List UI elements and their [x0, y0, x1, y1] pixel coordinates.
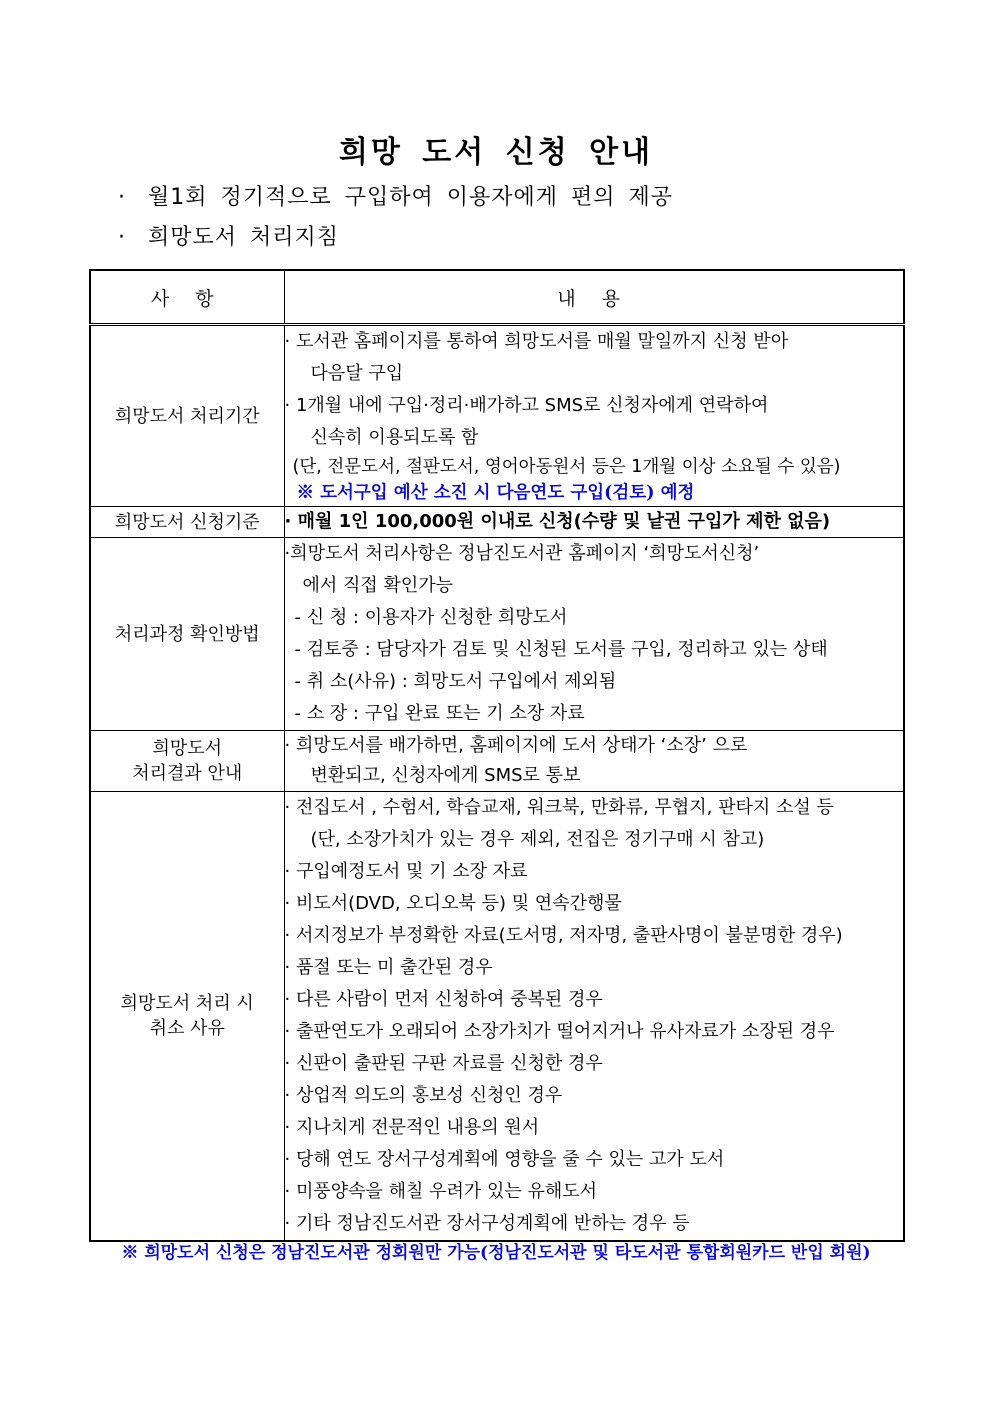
- reason-line: · 미풍양속을 해칠 우려가 있는 유해도서: [284, 1181, 598, 1202]
- reason-line: · 다른 사람이 먼저 신청하여 중복된 경우: [284, 989, 603, 1010]
- reason-line: · 구입예정도서 및 기 소장 자료: [284, 861, 528, 882]
- table-header-row: [90, 270, 904, 325]
- row-content: [284, 538, 904, 731]
- guideline-table: [89, 269, 905, 1242]
- content-line: · 1개월 내에 구입·정리·배가하고 SMS로 신청자에게 연락하여: [284, 395, 769, 416]
- status-line: - 신 청 : 이용자가 신청한 희망도서: [294, 607, 568, 628]
- status-line: - 소 장 : 구입 완료 또는 기 소장 자료: [294, 703, 585, 724]
- category-line: 희망도서 처리 시: [120, 993, 254, 1014]
- row-content: [284, 507, 904, 538]
- row-category: [90, 731, 284, 792]
- category-line: 희망도서: [152, 738, 223, 759]
- content-line: · 희망도서를 배가하면, 홈페이지에 도서 상태가 ‘소장’ 으로: [284, 735, 748, 756]
- page-title: 희망 도서 신청 안내: [338, 135, 654, 170]
- reason-line: · 전집도서 , 수험서, 학습교재, 워크북, 만화류, 무협지, 판타지 소설 등: [284, 797, 834, 818]
- intro-text: 희망도서 처리지침: [148, 225, 340, 250]
- row-content: [284, 792, 904, 1242]
- content-line: 다음달 구입: [310, 363, 404, 384]
- intro-text: 월1회 정기적으로 구입하여 이용자에게 편의 제공: [148, 185, 674, 210]
- row-content: [284, 325, 904, 507]
- content-line: · 매월 1인 100,000원 이내로 신청(수량 및 낱권 구입가 제한 없음): [284, 511, 831, 532]
- category-line: 취소 사유: [149, 1018, 225, 1039]
- table-row: [90, 507, 904, 538]
- reason-line: · 기타 정남진도서관 장서구성계획에 반하는 경우 등: [284, 1213, 690, 1234]
- reason-line: · 상업적 의도의 홍보성 신청인 경우: [284, 1085, 563, 1106]
- content-line: 신속히 이용되도록 함: [310, 427, 479, 448]
- row-category: 희망도서 신청기준: [90, 507, 284, 538]
- table-row: [90, 325, 904, 507]
- reason-line: · 당해 연도 장서구성계획에 영향을 줄 수 있는 고가 도서: [284, 1149, 725, 1170]
- category-line: 처리결과 안내: [132, 763, 243, 784]
- table-row: [90, 731, 904, 792]
- intro-item: [118, 180, 673, 211]
- table-row: [90, 792, 904, 1242]
- intro-item: [118, 220, 339, 251]
- status-line: - 취 소(사유) : 희망도서 구입에서 제외됨: [294, 671, 617, 692]
- reason-line: · 비도서(DVD, 오디오북 등) 및 연속간행물: [284, 893, 622, 914]
- header-category: 사 항: [90, 270, 284, 325]
- table-row: [90, 538, 904, 731]
- row-content: [284, 731, 904, 792]
- reason-line: · 지나치게 전문적인 내용의 원서: [284, 1117, 540, 1138]
- budget-notice: ※ 도서구입 예산 소진 시 다음연도 구입(검토) 예정: [296, 483, 695, 503]
- reason-line: · 서지정보가 부정확한 자료(도서명, 저자명, 출판사명이 불분명한 경우): [284, 925, 843, 946]
- reason-line: (단, 소장가치가 있는 경우 제외, 전집은 정기구매 시 참고): [310, 829, 765, 850]
- status-line: - 검토중 : 담당자가 검토 및 신청된 도서를 구입, 정리하고 있는 상태: [294, 639, 828, 660]
- bullet: ·: [118, 225, 126, 250]
- content-line: 변환되고, 신청자에게 SMS로 통보: [310, 765, 581, 786]
- row-category: 처리과정 확인방법: [90, 538, 284, 731]
- content-line: 에서 직접 확인가능: [302, 575, 454, 596]
- content-line: · 도서관 홈페이지를 통하여 희망도서를 매월 말일까지 신청 받아: [284, 331, 789, 352]
- reason-line: · 출판연도가 오래되어 소장가치가 떨어지거나 유사자료가 소장된 경우: [284, 1021, 835, 1042]
- row-category: [90, 792, 284, 1242]
- membership-notice: ※ 희망도서 신청은 정남진도서관 정회원만 가능(정남진도서관 및 타도서관 통합회원카드 반입 회원): [121, 1243, 871, 1263]
- content-note: (단, 전문도서, 절판도서, 영어아동원서 등은 1개월 이상 소요될 수 있음): [292, 457, 841, 477]
- bullet: ·: [118, 185, 126, 210]
- content-line: ·희망도서 처리사항은 정남진도서관 홈페이지 ‘희망도서신청’: [284, 543, 760, 564]
- reason-line: · 신판이 출판된 구판 자료를 신청한 경우: [284, 1053, 603, 1074]
- reason-line: · 품절 또는 미 출간된 경우: [284, 957, 493, 978]
- header-content: 내 용: [284, 270, 904, 325]
- row-category: 희망도서 처리기간: [90, 325, 284, 507]
